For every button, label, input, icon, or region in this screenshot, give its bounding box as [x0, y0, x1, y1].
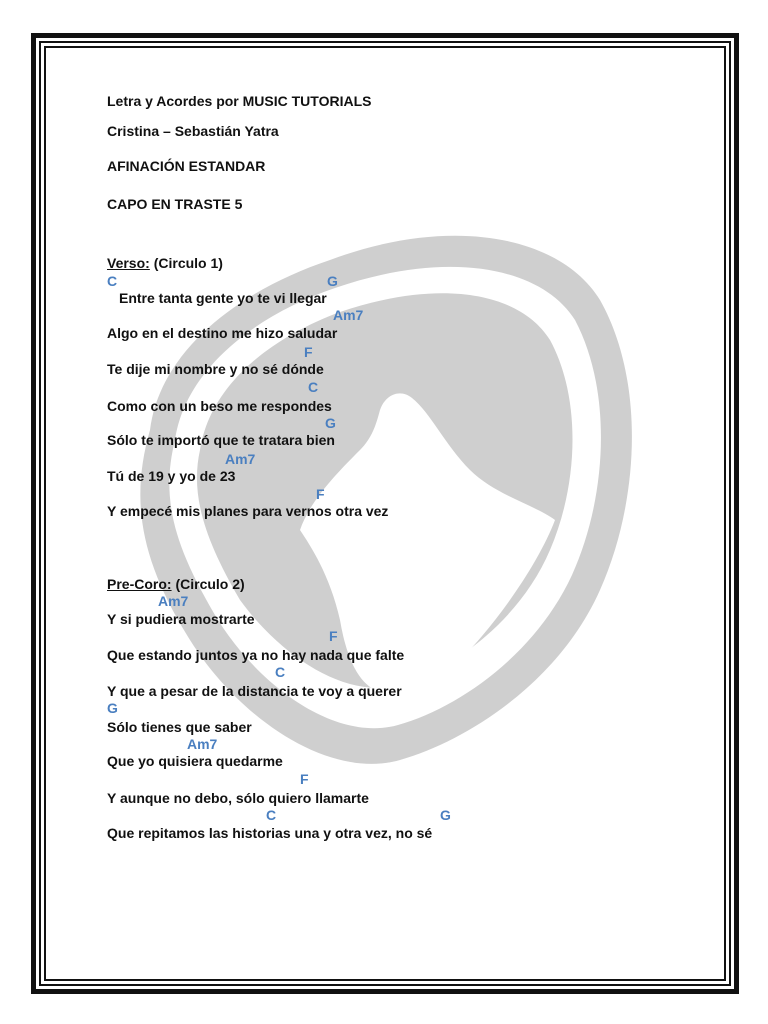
chord: Am7	[225, 451, 256, 467]
precoro-heading	[107, 576, 245, 592]
lyric-line: Te dije mi nombre y no sé dónde	[107, 361, 324, 377]
chord: Am7	[158, 593, 189, 609]
lyric-line: Y aunque no debo, sólo quiero llamarte	[107, 790, 369, 806]
lyric-line: Algo en el destino me hizo saludar	[107, 325, 338, 341]
chord: Am7	[187, 736, 218, 752]
verse-label: Verso:	[107, 255, 150, 271]
chord: F	[329, 628, 338, 644]
lyric-line: Sólo tienes que saber	[107, 719, 252, 735]
lyric-line: Y que a pesar de la distancia te voy a querer	[107, 683, 402, 699]
chord: G	[107, 700, 118, 716]
lyric-line: Sólo te importó que te tratara bien	[107, 432, 335, 448]
lyric-line: Y empecé mis planes para vernos otra vez	[107, 503, 389, 519]
chord: C	[275, 664, 286, 680]
precoro-circle: (Circulo 2)	[171, 576, 245, 592]
chord: G	[325, 415, 336, 431]
chord: C	[308, 379, 319, 395]
lyric-line: Como con un beso me respondes	[107, 398, 332, 414]
verse-heading	[107, 255, 223, 271]
precoro-label: Pre-Coro:	[107, 576, 172, 592]
credit-line: Letra y Acordes por MUSIC TUTORIALS	[107, 93, 372, 109]
lyric-line: Que yo quisiera quedarme	[107, 753, 283, 769]
lyric-line: Que repitamos las historias una y otra vez, no sé	[107, 825, 433, 841]
chord: F	[300, 771, 309, 787]
song-title: Cristina – Sebastián Yatra	[107, 123, 279, 139]
lyric-line: Y si pudiera mostrarte	[107, 611, 255, 627]
lyric-line: Entre tanta gente yo te vi llegar	[119, 290, 327, 306]
chord: C	[266, 807, 277, 823]
lyric-line: Que estando juntos ya no hay nada que falte	[107, 647, 405, 663]
lyric-line: Tú de 19 y yo de 23	[107, 468, 236, 484]
chord: G	[440, 807, 451, 823]
chord: G	[327, 273, 338, 289]
tuning-line: AFINACIÓN ESTANDAR	[107, 158, 266, 174]
chord: F	[304, 344, 313, 360]
capo-line: CAPO EN TRASTE 5	[107, 196, 243, 212]
verse-circle: (Circulo 1)	[149, 255, 223, 271]
chord: C	[107, 273, 118, 289]
chord: F	[316, 486, 325, 502]
chord: Am7	[333, 307, 364, 323]
